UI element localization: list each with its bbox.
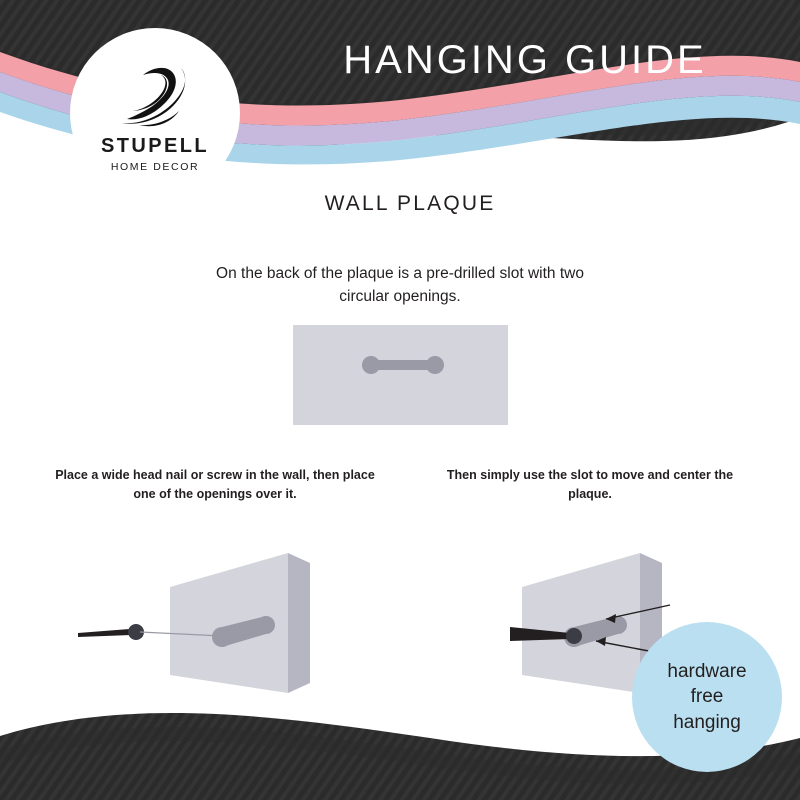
plaque-back-diagram [293, 325, 508, 430]
badge-line-2: free [690, 686, 724, 708]
brand-name: STUPELL [101, 135, 209, 157]
hardware-free-badge [632, 622, 782, 772]
swoosh-logo-icon [109, 59, 201, 131]
badge-line-3: hanging [673, 711, 741, 733]
brand-logo [70, 28, 240, 198]
step-1-text: On the back of the plaque is a pre-drilled slot with two circular openings. [216, 265, 584, 306]
page-title: HANGING GUIDE [343, 38, 707, 82]
step-3-text: Then simply use the slot to move and center the plaque. [446, 468, 734, 501]
step-2-text: Place a wide head nail or screw in the wall, then place one of the openings over it. [55, 468, 375, 501]
product-type-title: WALL PLAQUE [324, 192, 496, 215]
badge-line-1: hardware [667, 660, 747, 682]
brand-subtitle: HOME DECOR [110, 161, 200, 173]
